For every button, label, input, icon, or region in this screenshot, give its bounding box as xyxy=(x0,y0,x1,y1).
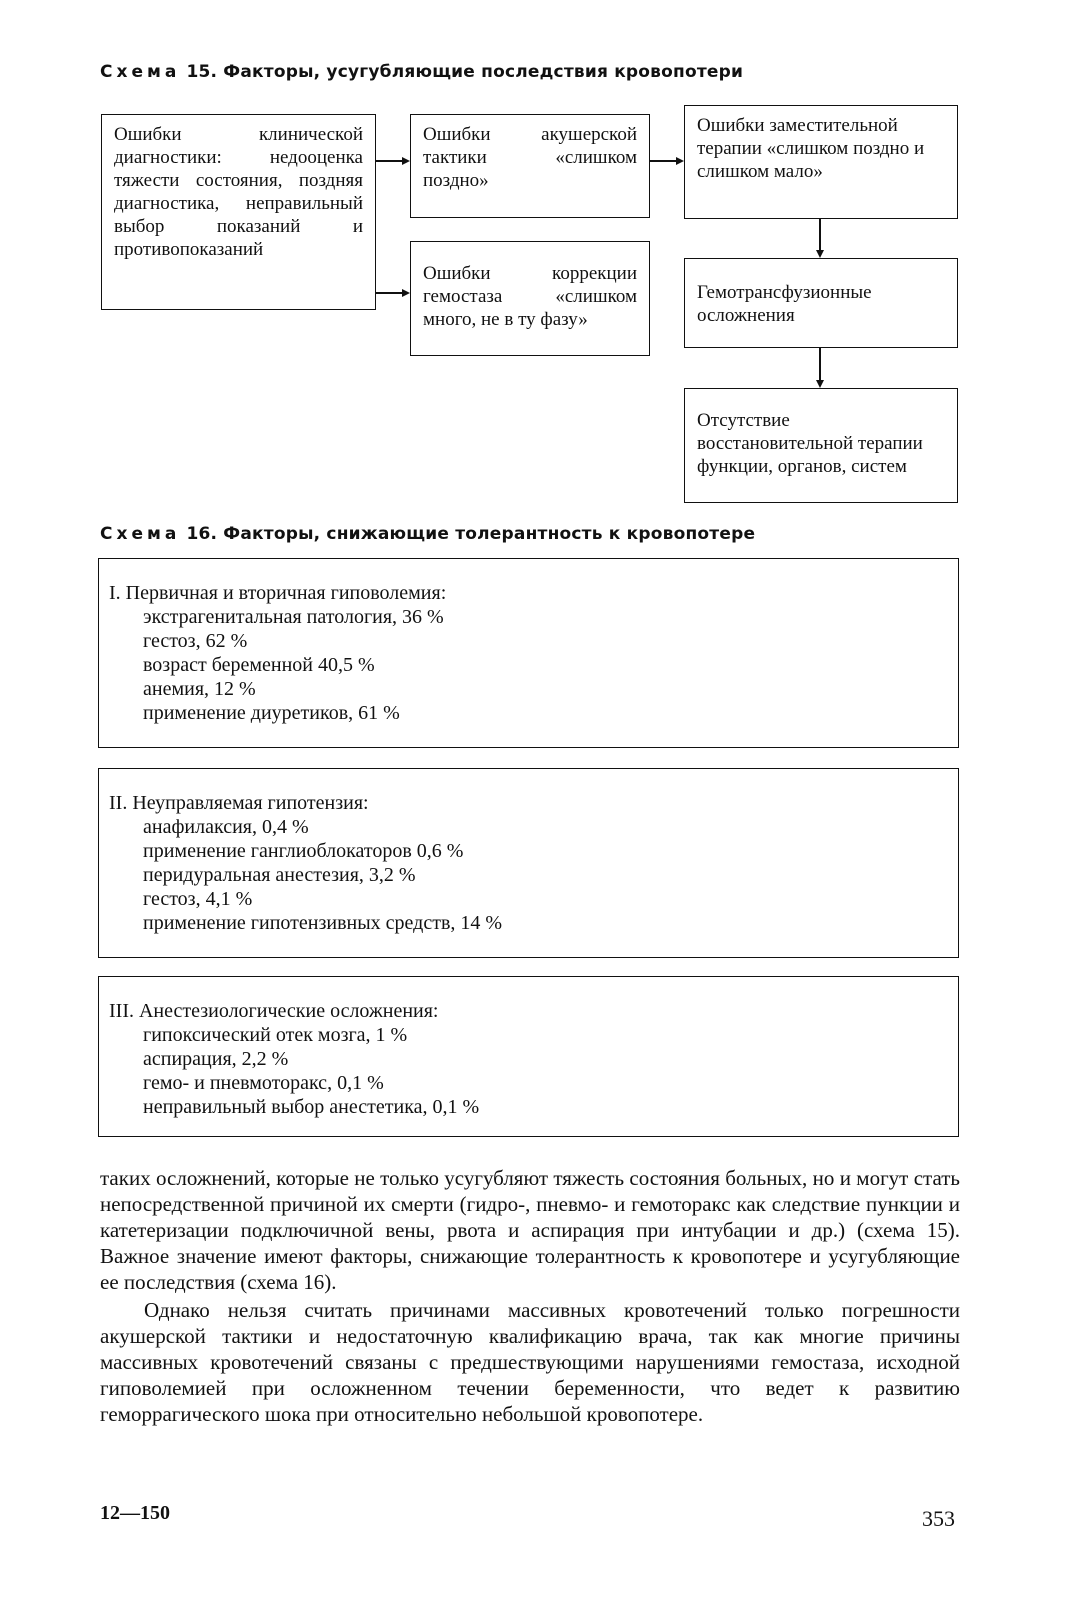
scheme-16-heading xyxy=(100,524,755,544)
list-item: применение гипотензивных средств, 14 % xyxy=(143,912,503,934)
scheme-15-heading xyxy=(100,62,743,82)
list-item: аспирация, 2,2 % xyxy=(143,1048,289,1070)
arrow-right-icon xyxy=(402,157,410,165)
scheme-16-title: 16. Факторы, снижающие толерантность к кровопотере xyxy=(186,524,756,544)
group-anesthetic-complications xyxy=(98,976,959,1137)
connector-line xyxy=(819,219,821,251)
box-replacement-therapy-errors: Ошибки заместительной терапии «слишком поздно и слишком мало» xyxy=(684,105,958,219)
list-item: неправильный выбор анестетика, 0,1 % xyxy=(143,1096,480,1118)
group-title: I. Первичная и вторичная гиповолемия: xyxy=(109,582,447,604)
group-hypotension xyxy=(98,768,959,958)
list-item: анемия, 12 % xyxy=(143,678,256,700)
connector-line xyxy=(650,160,678,162)
box-clinical-diagnostics-errors: Ошибки клинической диагностики: недооценка тяжести состояния, поздняя диагностика, неправильный выбор показаний и противопоказаний xyxy=(101,114,376,310)
page-number: 353 xyxy=(922,1506,955,1531)
box-obstetric-tactics-errors: Ошибки акушерской тактики «слишком поздно» xyxy=(410,114,650,218)
group-title: III. Анестезиологические осложнения: xyxy=(109,1000,439,1022)
list-item: анафилаксия, 0,4 % xyxy=(143,816,309,838)
arrow-down-icon xyxy=(816,250,824,258)
body-text xyxy=(100,1165,960,1427)
group-hypovolemia xyxy=(98,558,959,748)
scheme-15-prefix: Схема xyxy=(100,62,181,82)
group-title: II. Неуправляемая гипотензия: xyxy=(109,792,369,814)
scheme-15-title: 15. Факторы, усугубляющие последствия кровопотери xyxy=(186,62,744,82)
connector-line xyxy=(819,348,821,381)
paragraph: таких осложнений, которые не только усугубляют тяжесть состояния больных, но и могут стать непосредственной причиной их смерти (гидро-, пневмо- и гемоторакс как следствие пункции и катетеризации подключичной вены, рвота и аспирация при интубации и др.) (схема 15). Важное значение имеют факторы, снижающие толерантность к кровопотере и усугубляющие ее последствия (схема 16). xyxy=(100,1166,960,1294)
list-item: гемо- и пневмоторакс, 0,1 % xyxy=(143,1072,384,1094)
box-hemotransfusion-complications: Гемотрансфузионные осложнения xyxy=(684,258,958,348)
list-item: применение диуретиков, 61 % xyxy=(143,702,400,724)
list-item: гестоз, 62 % xyxy=(143,630,248,652)
paragraph: Однако нельзя считать причинами массивных кровотечений только погрешности акушерской тактики и недостаточную квалификацию врача, так как многие причины массивных кровотечений связаны с предшествующими нарушениями гемостаза, исходной гиповолемией при осложненном течении беременности, что ведет к развитию геморрагического шока при относительно небольшой кровопотере. xyxy=(100,1298,960,1426)
connector-line xyxy=(376,160,404,162)
box-restorative-therapy-absence: Отсутствие восстановительной терапии функции, органов, систем xyxy=(684,388,958,503)
list-item: экстрагенитальная патология, 36 % xyxy=(143,606,444,628)
list-item: возраст беременной 40,5 % xyxy=(143,654,375,676)
list-item: гестоз, 4,1 % xyxy=(143,888,253,910)
list-item: применение ганглиоблокаторов 0,6 % xyxy=(143,840,464,862)
list-item: гипоксический отек мозга, 1 % xyxy=(143,1024,408,1046)
box-hemostasis-correction-errors: Ошибки коррекции гемостаза «слишком много, не в ту фазу» xyxy=(410,241,650,356)
connector-line xyxy=(376,292,404,294)
arrow-right-icon xyxy=(402,289,410,297)
arrow-right-icon xyxy=(676,157,684,165)
list-item: перидуральная анестезия, 3,2 % xyxy=(143,864,416,886)
printer-signature: 12—150 xyxy=(100,1502,170,1524)
scheme-16-prefix: Схема xyxy=(100,524,181,544)
arrow-down-icon xyxy=(816,380,824,388)
